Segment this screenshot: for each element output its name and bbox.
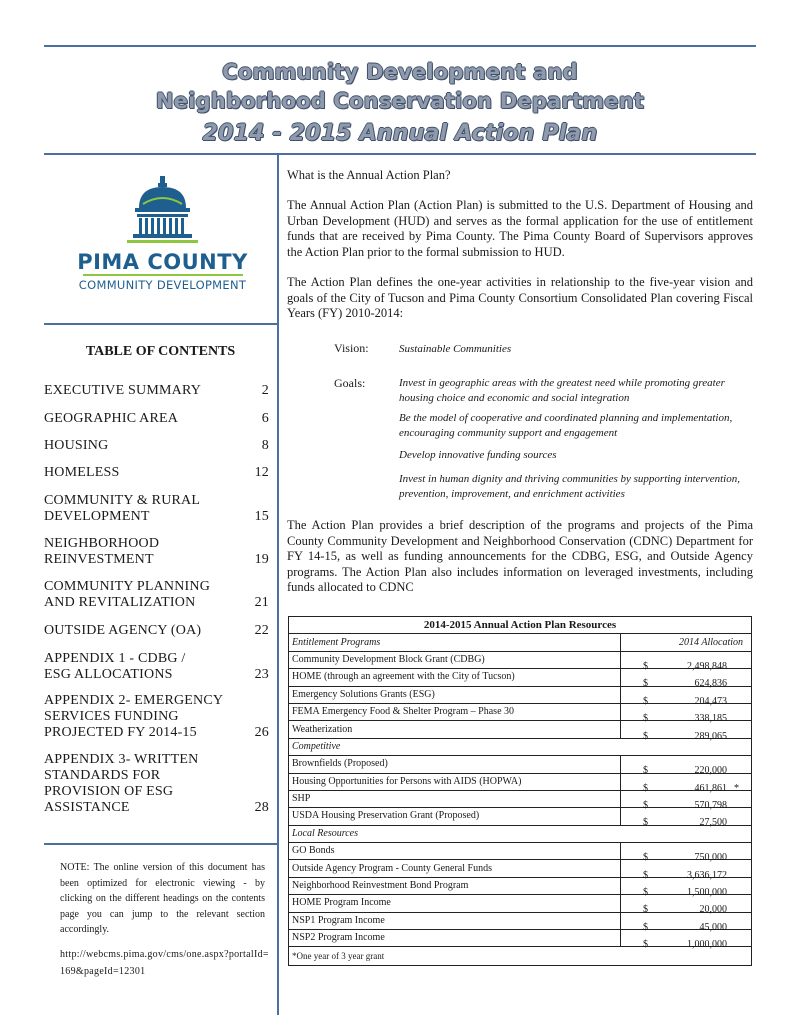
program-name: FEMA Emergency Food & Shelter Program – Phase 30 xyxy=(289,703,621,720)
currency-symbol: $ xyxy=(643,800,648,812)
toc-item-community-planning[interactable] xyxy=(44,579,269,611)
currency-symbol: $ xyxy=(643,817,648,829)
toc-item-homeless[interactable] xyxy=(44,465,269,481)
program-name: USDA Housing Preservation Grant (Proposed) xyxy=(289,808,621,825)
action-plan-paragraph: The Action Plan defines the one-year activities in relationship to the five-year vision and goals of the City of Tucson and Pima County Consortium Consolidated Plan covering Fiscal Years (FY) 2010-2014: xyxy=(287,275,753,320)
amount-value: 1,500,000 xyxy=(687,887,727,899)
header-bottom-rule xyxy=(44,153,756,155)
toc-item-page: 22 xyxy=(254,623,269,638)
vision-label: Vision: xyxy=(334,341,369,355)
toc-box-bottom-rule xyxy=(44,843,277,845)
footnote-mark: * xyxy=(734,782,739,794)
table-header-row xyxy=(289,634,752,651)
amount-value: 1,000,000 xyxy=(687,939,727,951)
title-line-2: Neighborhood Conservation Department xyxy=(155,89,645,113)
amount-value: 461,861 xyxy=(694,782,727,794)
program-amount xyxy=(621,773,752,794)
category-label: Local Resources xyxy=(289,825,752,842)
amount-value: 624,836 xyxy=(694,678,727,690)
table-row xyxy=(289,773,752,790)
toc-item-neighborhood-reinvestment[interactable] xyxy=(44,536,269,568)
toc-item-page: 6 xyxy=(261,411,269,426)
amount-value: 45,000 xyxy=(699,921,727,933)
program-amount xyxy=(621,843,752,864)
toc-item-page: 23 xyxy=(254,667,269,682)
toc-item-appendix-3[interactable] xyxy=(44,752,269,816)
online-version-note: NOTE: The online version of this document has been optimized for electronic viewing - by clicking on the different headings on the contents page you can jump to the relevant section accordingly. xyxy=(60,862,265,935)
currency-symbol: $ xyxy=(643,782,648,794)
description-paragraph: The Action Plan provides a brief description of the programs and projects of the Pima County Community Development and Neighborhood Conservation (CDNC) Department for FY 14-15, as well as funding announcements for the CDBG, ESG, and Outside Agency programs. The Action Plan also includes information on leveraged investments, including funds allocated to CDNC xyxy=(287,518,753,594)
column-header-allocation: 2014 Allocation xyxy=(621,634,752,651)
program-amount xyxy=(621,721,752,742)
program-name: Emergency Solutions Grants (ESG) xyxy=(289,686,621,703)
toc-item-appendix-1[interactable] xyxy=(44,651,269,683)
toc-item-label: NEIGHBORHOOD REINVESTMENT xyxy=(44,536,160,567)
category-label: Competitive xyxy=(289,738,752,755)
amount-value: 570,798 xyxy=(694,800,727,812)
amount-value: 27,500 xyxy=(699,817,727,829)
currency-symbol: $ xyxy=(643,660,648,672)
logo-box-bottom-rule xyxy=(44,323,277,325)
footnote-row xyxy=(289,947,752,966)
toc-item-label: EXECUTIVE SUMMARY xyxy=(44,383,202,398)
resources-table xyxy=(288,616,752,966)
amount-value: 750,000 xyxy=(694,852,727,864)
table-row xyxy=(289,930,752,947)
sidebar-divider xyxy=(277,155,279,1015)
table-row xyxy=(289,895,752,912)
goal-item: Invest in human dignity and thriving communities by supporting intervention, prevention, improvement, and enrichment activities xyxy=(399,473,740,500)
program-amount xyxy=(621,756,752,777)
program-amount xyxy=(621,808,752,829)
table-row xyxy=(289,756,752,773)
table-row xyxy=(289,877,752,894)
toc-item-label: APPENDIX 1 - CDBG / ESG ALLOCATIONS xyxy=(44,651,186,682)
program-amount xyxy=(621,651,752,672)
toc-item-label: GEOGRAPHIC AREA xyxy=(44,411,179,426)
toc-heading: TABLE OF CONTENTS xyxy=(85,344,236,359)
logo-divider xyxy=(83,274,243,276)
title-line-1: Community Development and xyxy=(222,60,578,84)
program-name: Brownfields (Proposed) xyxy=(289,756,621,773)
intro-paragraph: The Annual Action Plan (Action Plan) is submitted to the U.S. Department of Housing and Urban Development (HUD) and serves as the formal application for the use of entitlement funds that are received by Pima County. The Pima County Board of Supervisors approves the Action Plan prior to the formal submission to HUD. xyxy=(287,198,753,259)
program-name: Neighborhood Reinvestment Bond Program xyxy=(289,877,621,894)
table-row xyxy=(289,860,752,877)
footnote-text: *One year of 3 year grant xyxy=(289,947,752,966)
source-url[interactable]: http://webcms.pima.gov/cms/one.aspx?portalId=169&pageId=12301 xyxy=(60,949,269,977)
table-title: 2014-2015 Annual Action Plan Resources xyxy=(289,617,752,634)
currency-symbol: $ xyxy=(643,887,648,899)
toc-item-page: 12 xyxy=(254,465,269,480)
program-amount xyxy=(621,877,752,899)
category-row xyxy=(289,738,752,755)
table-row xyxy=(289,912,752,929)
header-top-rule xyxy=(44,45,756,47)
currency-symbol: $ xyxy=(643,869,648,881)
program-amount xyxy=(621,912,752,933)
program-name: SHP xyxy=(289,790,621,807)
toc-item-housing[interactable] xyxy=(44,438,269,454)
program-name: Housing Opportunities for Persons with AIDS (HOPWA) xyxy=(289,773,621,790)
program-amount xyxy=(621,895,752,916)
amount-value: 220,000 xyxy=(694,765,727,777)
toc-item-label: HOUSING xyxy=(44,438,109,453)
toc-item-page: 28 xyxy=(254,800,269,815)
capitol-dome-icon xyxy=(55,170,270,250)
program-amount xyxy=(621,669,752,690)
program-name: Outside Agency Program - County General Funds xyxy=(289,860,621,877)
section-question: What is the Annual Action Plan? xyxy=(287,168,451,182)
program-amount xyxy=(621,703,752,725)
toc-item-page: 8 xyxy=(261,438,269,453)
toc-item-page: 19 xyxy=(254,552,269,567)
title-line-3: 2014 - 2015 Annual Action Plan xyxy=(202,121,598,146)
program-amount xyxy=(621,860,752,881)
goal-item: Develop innovative funding sources xyxy=(399,449,557,461)
category-row xyxy=(289,825,752,842)
program-amount xyxy=(621,930,752,951)
table-row xyxy=(289,651,752,668)
logo-subtitle: COMMUNITY DEVELOPMENT xyxy=(78,278,247,292)
amount-value: 2,498,848 xyxy=(687,660,727,672)
table-row xyxy=(289,843,752,860)
toc-item-label: APPENDIX 3- WRITTEN STANDARDS FOR PROVISION OF ESG ASSISTANCE xyxy=(44,752,199,815)
program-name: NSP1 Program Income xyxy=(289,912,621,929)
toc-item-community-rural-development[interactable] xyxy=(44,493,269,525)
program-name: NSP2 Program Income xyxy=(289,930,621,947)
table-row xyxy=(289,686,752,703)
toc-item-page: 15 xyxy=(254,509,269,524)
goal-item: Invest in geographic areas with the greatest need while promoting greater housing choice and economic and social integration xyxy=(399,377,725,404)
program-name: Community Development Block Grant (CDBG) xyxy=(289,651,621,668)
program-name: HOME Program Income xyxy=(289,895,621,912)
program-name: HOME (through an agreement with the City of Tucson) xyxy=(289,669,621,686)
toc-item-page: 2 xyxy=(261,383,269,398)
currency-symbol: $ xyxy=(643,695,648,707)
table-row xyxy=(289,721,752,738)
toc-item-label: OUTSIDE AGENCY (OA) xyxy=(44,623,202,638)
currency-symbol: $ xyxy=(643,904,648,916)
table-title-row xyxy=(289,617,752,634)
column-header-programs: Entitlement Programs xyxy=(289,634,621,651)
program-amount xyxy=(621,790,752,812)
toc-item-outside-agency[interactable] xyxy=(44,623,269,639)
goal-item: Be the model of cooperative and coordinated planning and implementation, encouraging community support and engagement xyxy=(399,412,733,439)
currency-symbol: $ xyxy=(643,730,648,742)
program-amount xyxy=(621,686,752,707)
table-row xyxy=(289,669,752,686)
toc-item-label: COMMUNITY & RURAL DEVELOPMENT xyxy=(44,493,200,524)
vision-text: Sustainable Communities xyxy=(399,343,512,355)
table-row xyxy=(289,703,752,720)
amount-value: 338,185 xyxy=(694,713,727,725)
currency-symbol: $ xyxy=(643,939,648,951)
amount-value: 3,636,172 xyxy=(687,869,727,881)
toc-item-label: APPENDIX 2- EMERGENCY SERVICES FUNDING PROJECTED FY 2014-15 xyxy=(44,693,223,740)
amount-value: 20,000 xyxy=(699,904,727,916)
logo-name: PIMA COUNTY xyxy=(77,250,248,274)
goals-label: Goals: xyxy=(334,376,366,390)
toc-item-executive-summary[interactable] xyxy=(44,383,269,399)
toc-item-label: COMMUNITY PLANNING AND REVITALIZATION xyxy=(44,579,211,610)
currency-symbol: $ xyxy=(643,765,648,777)
currency-symbol: $ xyxy=(643,921,648,933)
toc-item-page: 21 xyxy=(254,595,269,610)
currency-symbol: $ xyxy=(643,852,648,864)
table-row xyxy=(289,808,752,825)
toc-item-page: 26 xyxy=(254,725,269,740)
toc-item-appendix-2[interactable] xyxy=(44,693,269,741)
currency-symbol: $ xyxy=(643,678,648,690)
currency-symbol: $ xyxy=(643,713,648,725)
toc-item-label: HOMELESS xyxy=(44,465,120,480)
table-row xyxy=(289,790,752,807)
toc-item-geographic-area[interactable] xyxy=(44,411,269,427)
amount-value: 204,473 xyxy=(694,695,727,707)
program-name: GO Bonds xyxy=(289,843,621,860)
program-name: Weatherization xyxy=(289,721,621,738)
amount-value: 289,065 xyxy=(694,730,727,742)
